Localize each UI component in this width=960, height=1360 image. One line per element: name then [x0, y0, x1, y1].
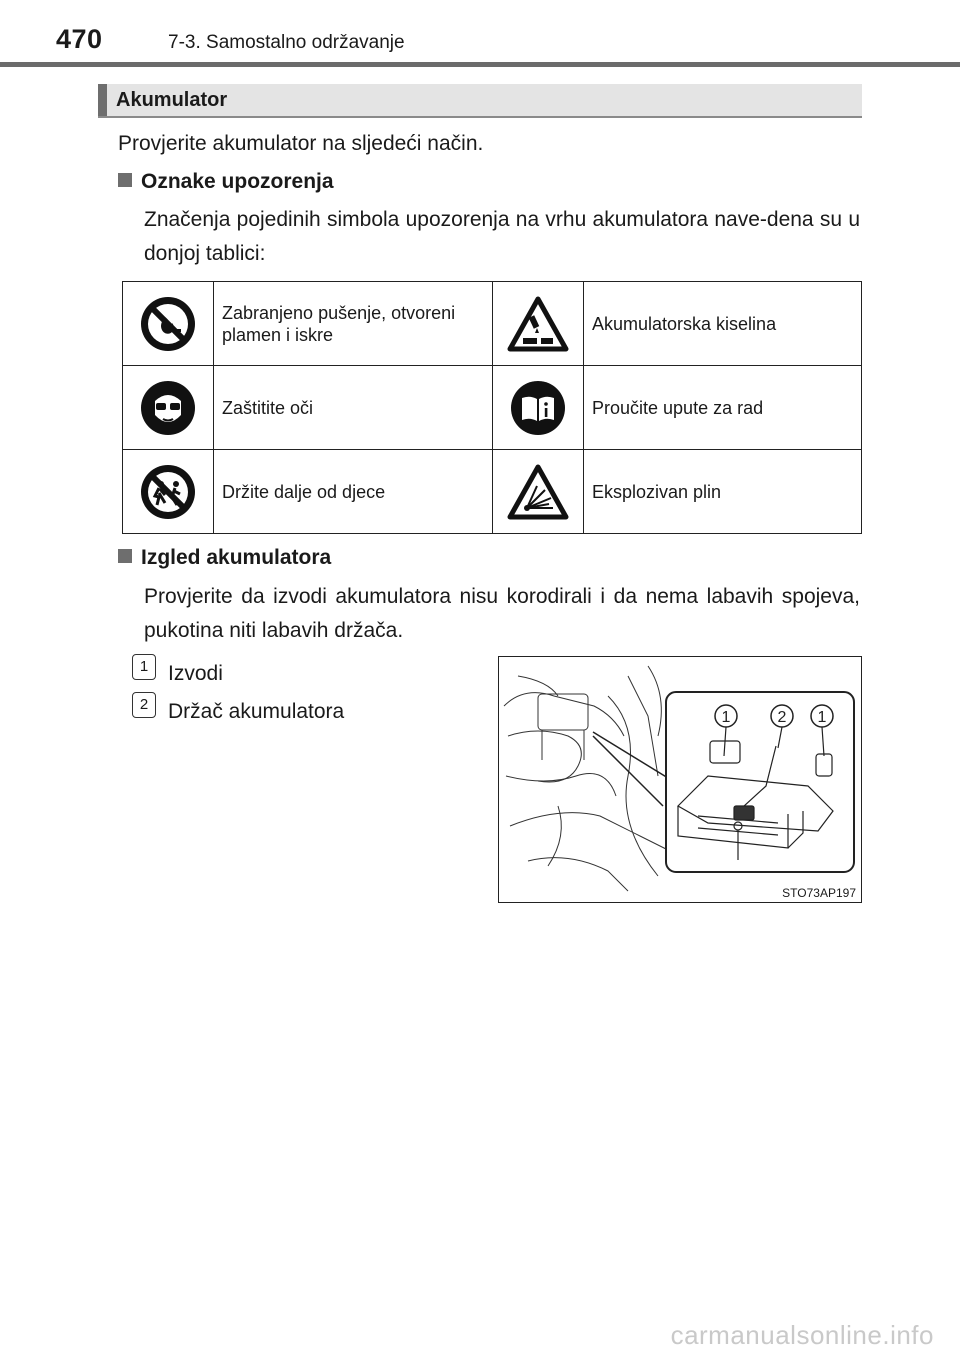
warning-marks-text: Značenja pojedinih simbola upozorenja na vrhu akumulatora nave-dena su u donjoj tablici:	[144, 208, 860, 265]
warning-marks-heading-label: Oznake upozorenja	[141, 170, 334, 193]
chapter-title: 7-3. Samostalno održavanje	[168, 32, 405, 53]
label-no-smoking: Zabranjeno pušenje, otvoreni plamen i iskre	[214, 282, 493, 366]
label-eye-protection: Zaštitite oči	[214, 366, 493, 450]
figure-marker: 2	[777, 709, 787, 726]
battery-appearance-text: Provjerite da izvodi akumulatora nisu korodirali i da nema labavih spojeva, pukotina niti labavih držača.	[144, 585, 860, 642]
keep-away-children-icon	[123, 450, 214, 534]
bullet-square-icon	[118, 549, 132, 563]
warning-marks-heading	[118, 170, 334, 194]
watermark: carmanualsonline.info	[670, 1320, 934, 1350]
callout-label: Držač akumulatora	[168, 700, 345, 723]
figure-code: STO73AP197	[782, 886, 856, 900]
figure-marker: 1	[817, 709, 827, 726]
page-number: 470	[56, 24, 103, 54]
warning-symbols-table	[122, 281, 862, 534]
battery-illustration	[498, 656, 862, 903]
battery-acid-icon	[493, 282, 584, 366]
callout-terminals	[132, 658, 223, 688]
callout-number: 1	[132, 654, 156, 680]
table-row	[123, 366, 862, 450]
label-battery-acid: Akumulatorska kiselina	[584, 282, 862, 366]
no-smoking-flame-icon	[123, 282, 214, 366]
callout-number: 2	[132, 692, 156, 718]
table-row	[123, 282, 862, 366]
table-row	[123, 450, 862, 534]
header-rule	[0, 62, 960, 67]
battery-appearance-heading	[118, 546, 331, 570]
eye-protection-icon	[123, 366, 214, 450]
callout-label: Izvodi	[168, 662, 223, 685]
label-explosive-gas: Eksplozivan plin	[584, 450, 862, 534]
bullet-square-icon	[118, 173, 132, 187]
label-read-manual: Proučite upute za rad	[584, 366, 862, 450]
figure-marker: 1	[721, 709, 731, 726]
section-title: Akumulator	[116, 89, 228, 111]
read-manual-icon	[493, 366, 584, 450]
callout-battery-holder	[132, 696, 345, 726]
section-accent	[98, 84, 107, 116]
battery-appearance-heading-label: Izgled akumulatora	[141, 546, 332, 569]
intro-text: Provjerite akumulator na sljedeći način.	[118, 132, 484, 155]
explosive-gas-icon	[493, 450, 584, 534]
section-heading-bar	[98, 84, 862, 118]
battery-figure	[498, 656, 862, 903]
label-keep-away-children: Držite dalje od djece	[214, 450, 493, 534]
